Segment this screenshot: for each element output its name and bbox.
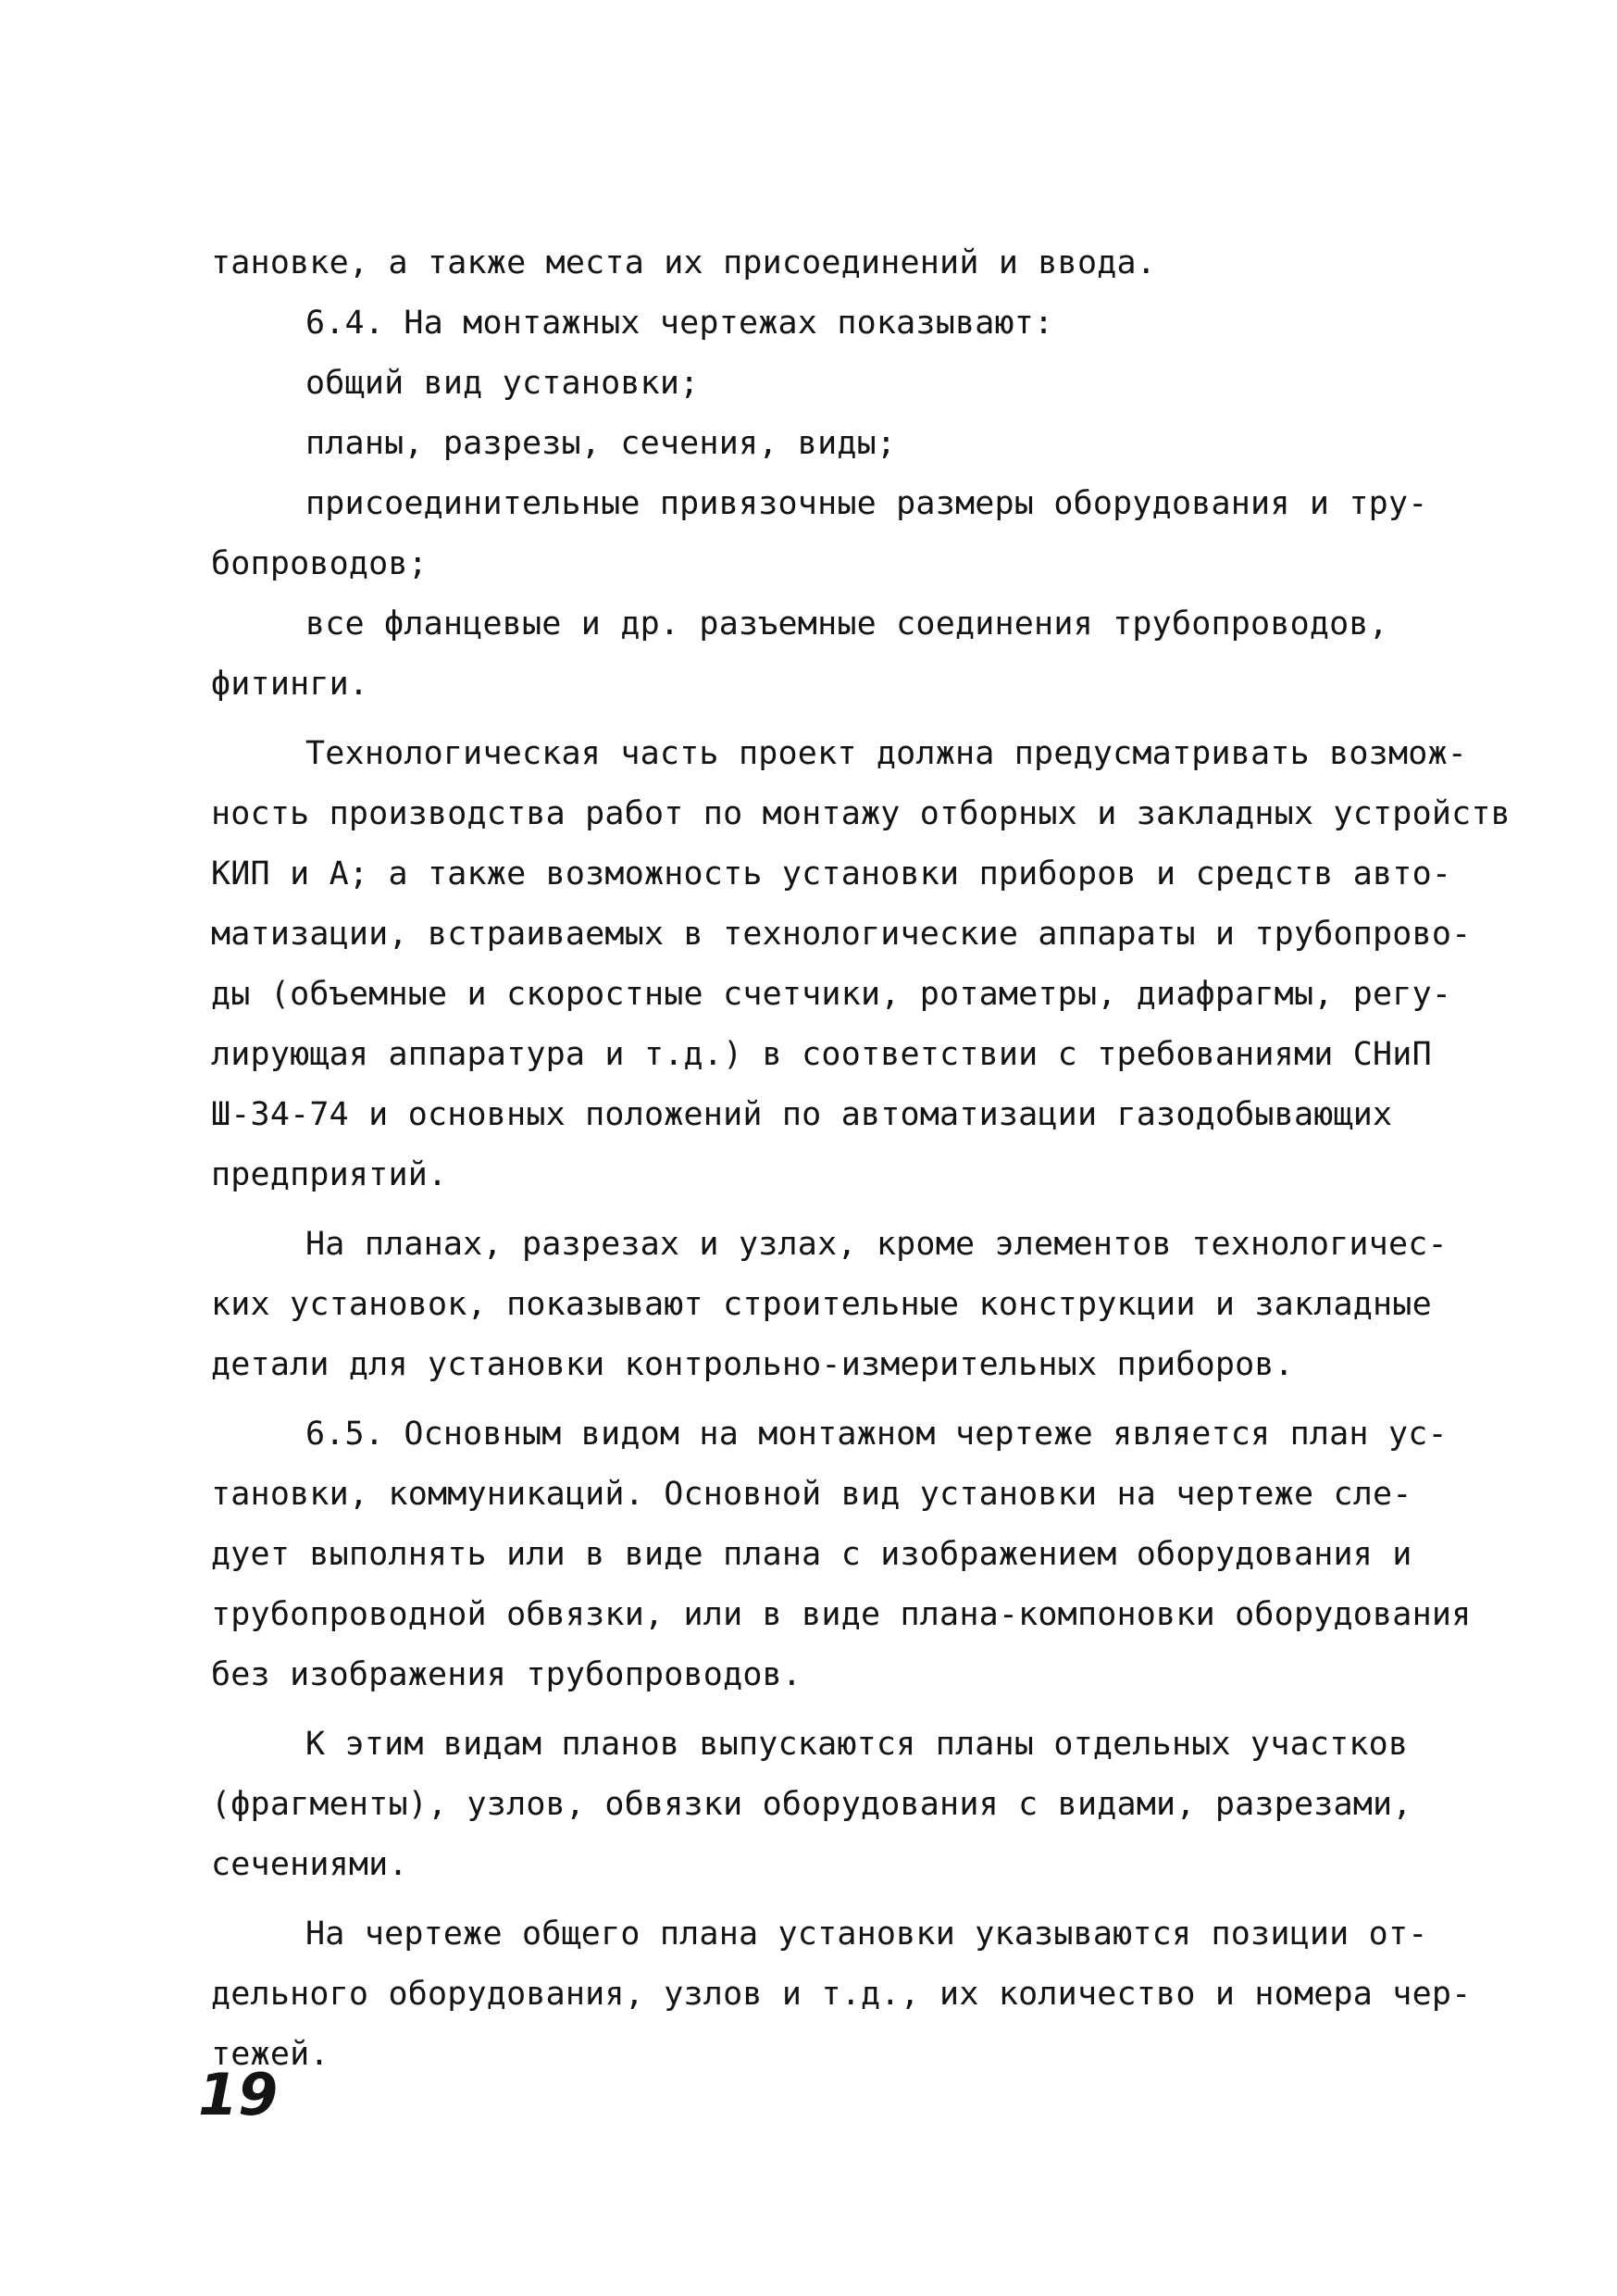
section-heading-6-4: 6.4. На монтажных чертежах показывают: — [305, 305, 1054, 342]
text-line: без изображения трубопроводов. — [211, 1656, 802, 1693]
text-line: дует выполнять или в виде плана с изображением оборудования и — [211, 1536, 1412, 1573]
text-line: тановке, а также места их присоединений и ввода. — [211, 244, 1157, 281]
paragraph-start: Технологическая часть проект должна предусматривать возмож- — [305, 735, 1468, 772]
list-item: присоединительные привязочные размеры оборудования и тру- — [305, 485, 1428, 522]
text-line: детали для установки контрольно-измерительных приборов. — [211, 1346, 1294, 1383]
text-line: трубопроводной обвязки, или в виде плана-компоновки оборудования — [211, 1596, 1472, 1633]
text-line: предприятий. — [211, 1156, 448, 1193]
section-heading-6-5: 6.5. Основным видом на монтажном чертеже является план ус- — [305, 1416, 1448, 1453]
list-item: все фланцевые и др. разъемные соединения трубопроводов, — [305, 605, 1388, 643]
text-line: КИП и А; а также возможность установки приборов и средств авто- — [211, 855, 1452, 892]
text-line: Ш-34-74 и основных положений по автоматизации газодобывающих — [211, 1096, 1393, 1133]
text-line: тановки, коммуникаций. Основной вид установки на чертеже сле- — [211, 1476, 1412, 1513]
paragraph-start: К этим видам планов выпускаются планы отдельных участков — [305, 1726, 1409, 1763]
text-line: ды (объемные и скоростные счетчики, ротаметры, диафрагмы, регу- — [211, 976, 1452, 1013]
text-line: тежей. — [211, 2036, 330, 2073]
text-line: бопроводов; — [211, 545, 428, 582]
text-line: ность производства работ по монтажу отборных и закладных устройств — [211, 795, 1511, 832]
text-line: матизации, встраиваемых в технологические аппараты и трубопрово- — [211, 916, 1472, 953]
text-line: лирующая аппаратура и т.д.) в соответствии с требованиями СНиП — [211, 1036, 1432, 1073]
page-number: 19 — [198, 2061, 279, 2128]
text-line: ких установок, показывают строительные конструкции и закладные — [211, 1286, 1432, 1323]
document-body — [211, 233, 1511, 2085]
text-line: сечениями. — [211, 1846, 408, 1883]
text-line: фитинги. — [211, 666, 369, 703]
list-item: планы, разрезы, сечения, виды; — [305, 425, 897, 462]
list-item: общий вид установки; — [305, 365, 700, 402]
paragraph-start: На планах, разрезах и узлах, кроме элементов технологичес- — [305, 1226, 1448, 1263]
text-line: дельного оборудования, узлов и т.д., их количество и номера чер- — [211, 1976, 1472, 2013]
text-line: (фрагменты), узлов, обвязки оборудования с видами, разрезами, — [211, 1786, 1412, 1823]
paragraph-start: На чертеже общего плана установки указываются позиции от- — [305, 1915, 1428, 1953]
